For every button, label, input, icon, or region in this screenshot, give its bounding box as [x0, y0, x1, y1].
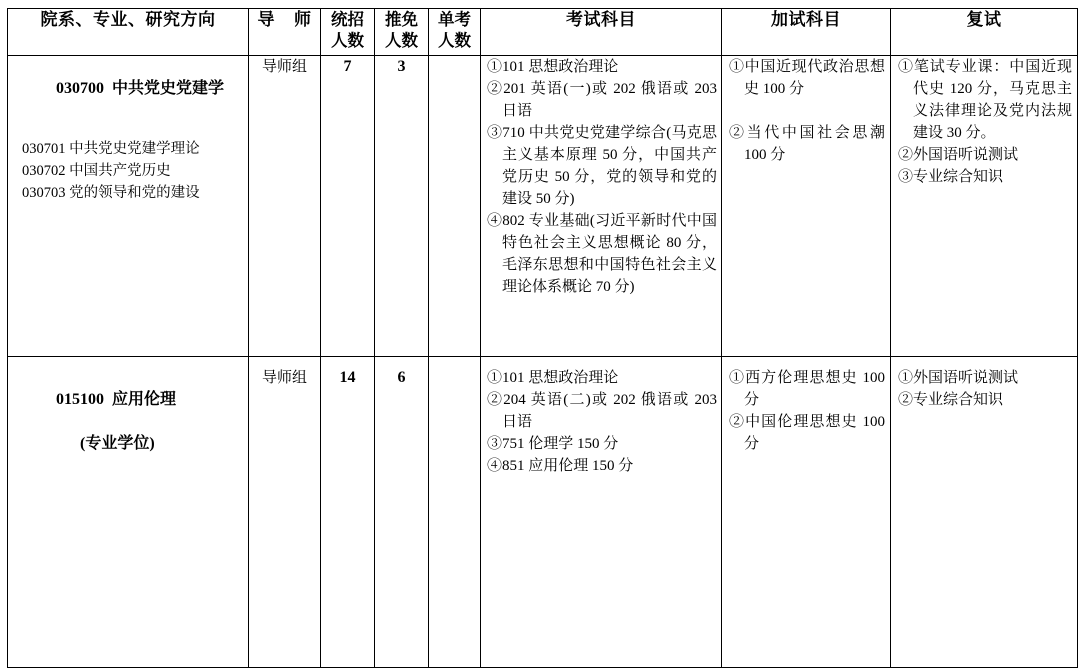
header-tongzhao-line1: 统招 [331, 10, 364, 29]
exam-subject-item: ②204 英语(二)或 202 俄语或 203 日语 [487, 392, 717, 430]
header-extra-subjects: 加试科目 [722, 9, 891, 56]
program-code-row2: 015100 [56, 391, 104, 408]
cell-advisor: 导师组 [249, 56, 321, 357]
cell-exam-subjects [481, 56, 722, 357]
cell-retest [891, 56, 1078, 357]
cell-tongzhao-count: 14 [321, 357, 375, 668]
research-direction-item: 030703 党的领导和党的建设 [22, 185, 200, 201]
exam-subject-item: ①101 思想政治理论 [487, 59, 619, 75]
exam-subject-item: ③710 中共党史党建学综合(马克思主义基本原理 50 分，中国共产党历史 50 分，党的领导和党的建设 50 分) [487, 125, 717, 207]
header-dankao-line2: 人数 [438, 31, 471, 50]
table-header-row [8, 9, 1078, 56]
table-row [8, 56, 1078, 357]
research-direction-item: 030701 中共党史党建学理论 [22, 141, 200, 157]
header-dankao-line1: 单考 [438, 10, 471, 29]
header-tuimian-count [375, 9, 429, 56]
retest-item: ①外国语听说测试 [898, 370, 1019, 386]
admissions-table [7, 8, 1078, 668]
header-tongzhao-count [321, 9, 375, 56]
cell-advisor: 导师组 [249, 357, 321, 668]
header-advisor-label: 导 师 [257, 10, 312, 29]
exam-subject-item: ③751 伦理学 150 分 [487, 436, 619, 452]
header-advisor [249, 9, 321, 56]
header-dankao-count [429, 9, 481, 56]
table-row [8, 357, 1078, 668]
extra-subject-item: ①中国近现代政治思想史 100 分 [729, 59, 885, 97]
program-degree-type-row2: (专业学位) [80, 435, 155, 452]
cell-retest [891, 357, 1078, 668]
extra-subject-item: ①西方伦理思想史 100 分 [729, 370, 885, 408]
program-title-row1 [8, 56, 248, 122]
exam-subject-item: ①101 思想政治理论 [487, 370, 619, 386]
header-tongzhao-line2: 人数 [331, 31, 364, 50]
research-directions-row1 [8, 138, 248, 204]
cell-extra-subjects [722, 56, 891, 357]
retest-item: ③专业综合知识 [898, 169, 1004, 185]
cell-extra-subjects [722, 357, 891, 668]
exam-subject-item: ②201 英语(一)或 202 俄语或 203 日语 [487, 81, 717, 119]
exam-subject-item: ④851 应用伦理 150 分 [487, 458, 634, 474]
cell-department [8, 56, 249, 357]
program-code-row1: 030700 [56, 80, 104, 97]
program-title-row2 [8, 367, 248, 433]
header-department: 院系、专业、研究方向 [8, 9, 249, 56]
header-tuimian-line1: 推免 [385, 10, 418, 29]
cell-dankao-count [429, 357, 481, 668]
cell-department [8, 357, 249, 668]
program-name-row1: 中共党史党建学 [112, 80, 225, 97]
cell-tongzhao-count: 7 [321, 56, 375, 357]
retest-item: ①笔试专业课：中国近现代史 120 分，马克思主义法律理论及党内法规建设 30 分。 [898, 59, 1072, 141]
header-retest: 复试 [891, 9, 1078, 56]
cell-tuimian-count: 6 [375, 357, 429, 668]
retest-item: ②专业综合知识 [898, 392, 1004, 408]
retest-item: ②外国语听说测试 [898, 147, 1019, 163]
header-exam-subjects: 考试科目 [481, 9, 722, 56]
program-name-row2: 应用伦理 [112, 391, 177, 408]
cell-dankao-count [429, 56, 481, 357]
exam-subject-item: ④802 专业基础(习近平新时代中国特色社会主义思想概论 80 分，毛泽东思想和中国特色社会主义理论体系概论 70 分) [487, 213, 717, 295]
header-tuimian-line2: 人数 [385, 31, 418, 50]
cell-tuimian-count: 3 [375, 56, 429, 357]
research-direction-item: 030702 中国共产党历史 [22, 163, 171, 179]
extra-subject-item: ②中国伦理思想史 100 分 [729, 414, 885, 452]
cell-exam-subjects [481, 357, 722, 668]
extra-subject-item: ②当代中国社会思潮 100 分 [729, 125, 885, 163]
